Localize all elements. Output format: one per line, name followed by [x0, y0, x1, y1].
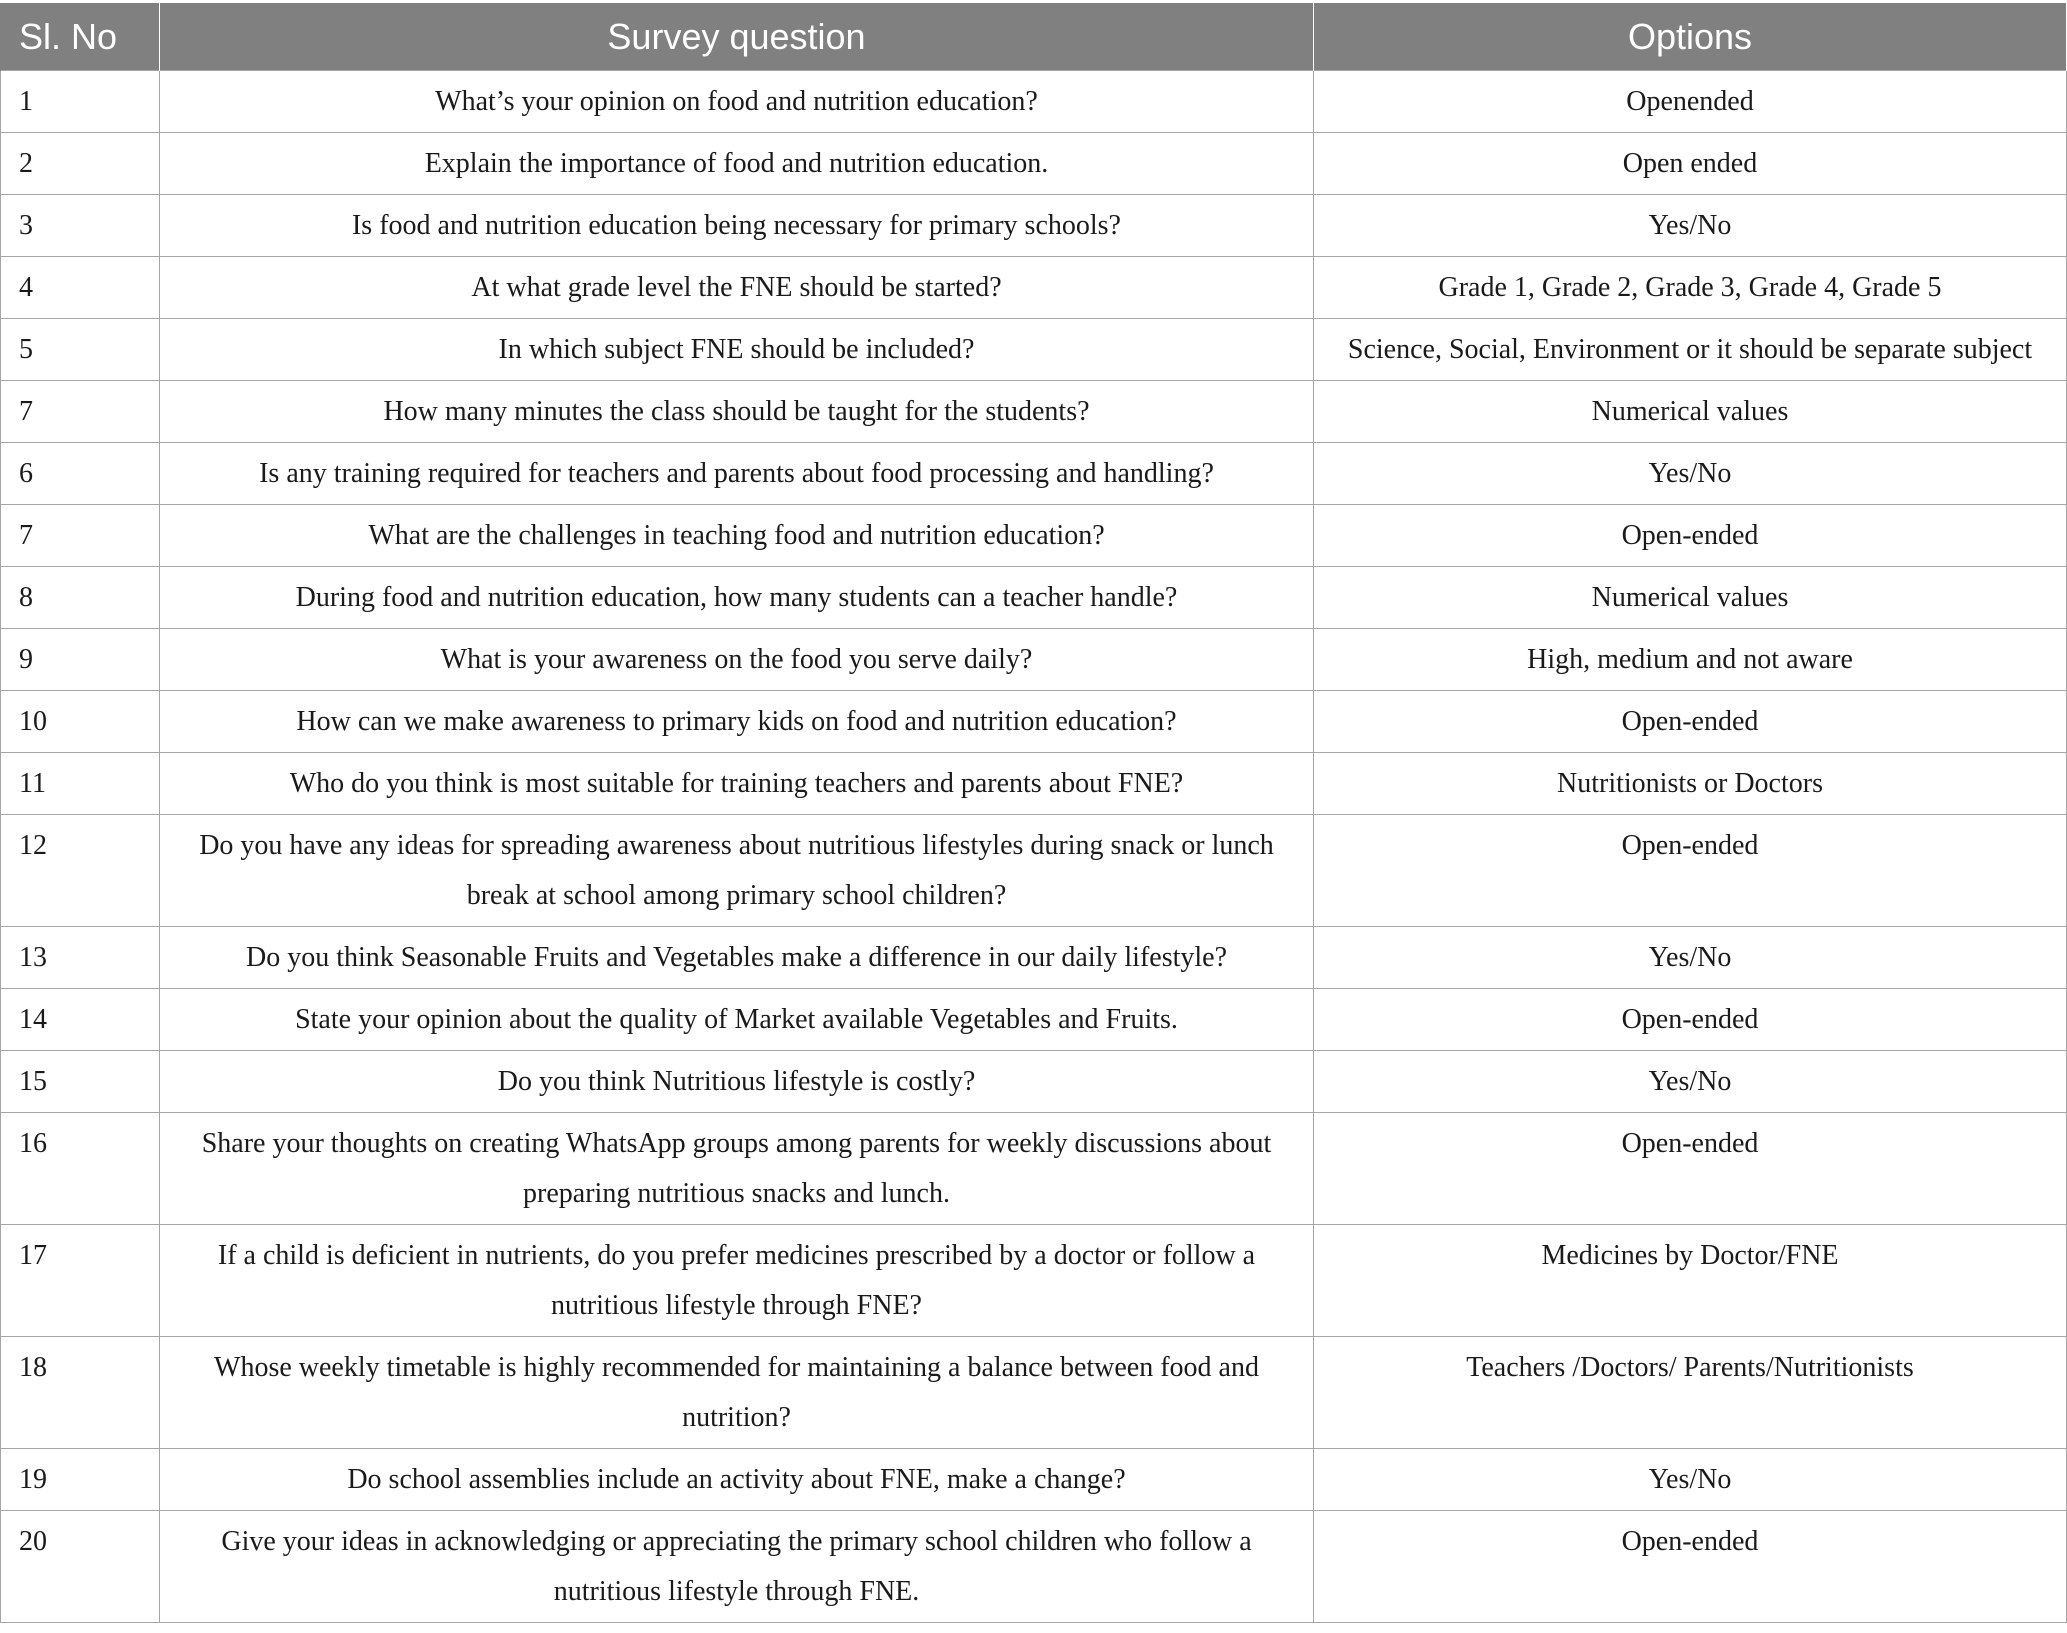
- table-body: [1, 71, 2067, 1623]
- row-sl-no: 20: [1, 1511, 160, 1623]
- row-options: Yes/No: [1314, 1449, 2067, 1511]
- row-sl-no: 14: [1, 989, 160, 1051]
- row-options: Open ended: [1314, 133, 2067, 195]
- row-question: What’s your opinion on food and nutrition education?: [160, 71, 1314, 133]
- row-question: What is your awareness on the food you serve daily?: [160, 629, 1314, 691]
- row-options: Numerical values: [1314, 381, 2067, 443]
- row-question: Share your thoughts on creating WhatsApp groups among parents for weekly discussions about preparing nutritious snacks and lunch.: [160, 1113, 1314, 1225]
- row-sl-no: 5: [1, 319, 160, 381]
- row-sl-no: 8: [1, 567, 160, 629]
- row-sl-no: 16: [1, 1113, 160, 1225]
- row-options: Grade 1, Grade 2, Grade 3, Grade 4, Grade 5: [1314, 257, 2067, 319]
- table-row: [1, 381, 2067, 443]
- row-question: Is any training required for teachers and parents about food processing and handling?: [160, 443, 1314, 505]
- row-options: Yes/No: [1314, 195, 2067, 257]
- row-question: How can we make awareness to primary kids on food and nutrition education?: [160, 691, 1314, 753]
- row-sl-no: 7: [1, 381, 160, 443]
- row-options: Yes/No: [1314, 1051, 2067, 1113]
- row-question: What are the challenges in teaching food and nutrition education?: [160, 505, 1314, 567]
- header-options: Options: [1314, 3, 2067, 71]
- row-options: Yes/No: [1314, 443, 2067, 505]
- row-question: If a child is deficient in nutrients, do you prefer medicines prescribed by a doctor or follow a nutritious lifestyle through FNE?: [160, 1225, 1314, 1337]
- row-sl-no: 4: [1, 257, 160, 319]
- row-options: Open-ended: [1314, 815, 2067, 927]
- table-row: [1, 567, 2067, 629]
- row-options: Science, Social, Environment or it should be separate subject: [1314, 319, 2067, 381]
- row-options: Openended: [1314, 71, 2067, 133]
- table-row: [1, 1511, 2067, 1623]
- survey-table: [0, 3, 2067, 1623]
- table-row: [1, 1449, 2067, 1511]
- table-row: [1, 71, 2067, 133]
- row-options: High, medium and not aware: [1314, 629, 2067, 691]
- table-row: [1, 195, 2067, 257]
- row-sl-no: 17: [1, 1225, 160, 1337]
- row-question: Who do you think is most suitable for training teachers and parents about FNE?: [160, 753, 1314, 815]
- row-question: Explain the importance of food and nutrition education.: [160, 133, 1314, 195]
- row-sl-no: 11: [1, 753, 160, 815]
- table-row: [1, 443, 2067, 505]
- row-options: Nutritionists or Doctors: [1314, 753, 2067, 815]
- row-sl-no: 1: [1, 71, 160, 133]
- row-sl-no: 9: [1, 629, 160, 691]
- row-sl-no: 18: [1, 1337, 160, 1449]
- row-sl-no: 6: [1, 443, 160, 505]
- row-question: Do you think Seasonable Fruits and Vegetables make a difference in our daily lifestyle?: [160, 927, 1314, 989]
- row-question: Give your ideas in acknowledging or appreciating the primary school children who follow a nutritious lifestyle through FNE.: [160, 1511, 1314, 1623]
- row-sl-no: 7: [1, 505, 160, 567]
- row-question: State your opinion about the quality of Market available Vegetables and Fruits.: [160, 989, 1314, 1051]
- table-row: [1, 691, 2067, 753]
- row-options: Open-ended: [1314, 505, 2067, 567]
- row-options: Yes/No: [1314, 927, 2067, 989]
- header-row: [1, 3, 2067, 71]
- row-question: Do you have any ideas for spreading awareness about nutritious lifestyles during snack or lunch break at school among primary school children?: [160, 815, 1314, 927]
- table-row: [1, 1051, 2067, 1113]
- table-row: [1, 629, 2067, 691]
- row-question: At what grade level the FNE should be started?: [160, 257, 1314, 319]
- header-sl-no: Sl. No: [1, 3, 160, 71]
- table-header: [1, 3, 2067, 71]
- row-sl-no: 15: [1, 1051, 160, 1113]
- row-sl-no: 3: [1, 195, 160, 257]
- table-row: [1, 319, 2067, 381]
- table-row: [1, 989, 2067, 1051]
- table-row: [1, 927, 2067, 989]
- row-options: Open-ended: [1314, 1511, 2067, 1623]
- row-sl-no: 19: [1, 1449, 160, 1511]
- row-options: Teachers /Doctors/ Parents/Nutritionists: [1314, 1337, 2067, 1449]
- row-options: Open-ended: [1314, 691, 2067, 753]
- table-row: [1, 1225, 2067, 1337]
- row-question: During food and nutrition education, how many students can a teacher handle?: [160, 567, 1314, 629]
- row-question: Is food and nutrition education being necessary for primary schools?: [160, 195, 1314, 257]
- row-options: Open-ended: [1314, 1113, 2067, 1225]
- table-row: [1, 1113, 2067, 1225]
- row-sl-no: 10: [1, 691, 160, 753]
- row-options: Medicines by Doctor/FNE: [1314, 1225, 2067, 1337]
- row-question: How many minutes the class should be taught for the students?: [160, 381, 1314, 443]
- row-sl-no: 2: [1, 133, 160, 195]
- row-question: Whose weekly timetable is highly recommended for maintaining a balance between food and nutrition?: [160, 1337, 1314, 1449]
- table-row: [1, 133, 2067, 195]
- table-row: [1, 1337, 2067, 1449]
- table-row: [1, 505, 2067, 567]
- table-row: [1, 257, 2067, 319]
- row-sl-no: 12: [1, 815, 160, 927]
- table-row: [1, 815, 2067, 927]
- header-survey-question: Survey question: [160, 3, 1314, 71]
- row-options: Numerical values: [1314, 567, 2067, 629]
- row-question: Do school assemblies include an activity about FNE, make a change?: [160, 1449, 1314, 1511]
- row-options: Open-ended: [1314, 989, 2067, 1051]
- row-question: Do you think Nutritious lifestyle is costly?: [160, 1051, 1314, 1113]
- row-sl-no: 13: [1, 927, 160, 989]
- table-row: [1, 753, 2067, 815]
- row-question: In which subject FNE should be included?: [160, 319, 1314, 381]
